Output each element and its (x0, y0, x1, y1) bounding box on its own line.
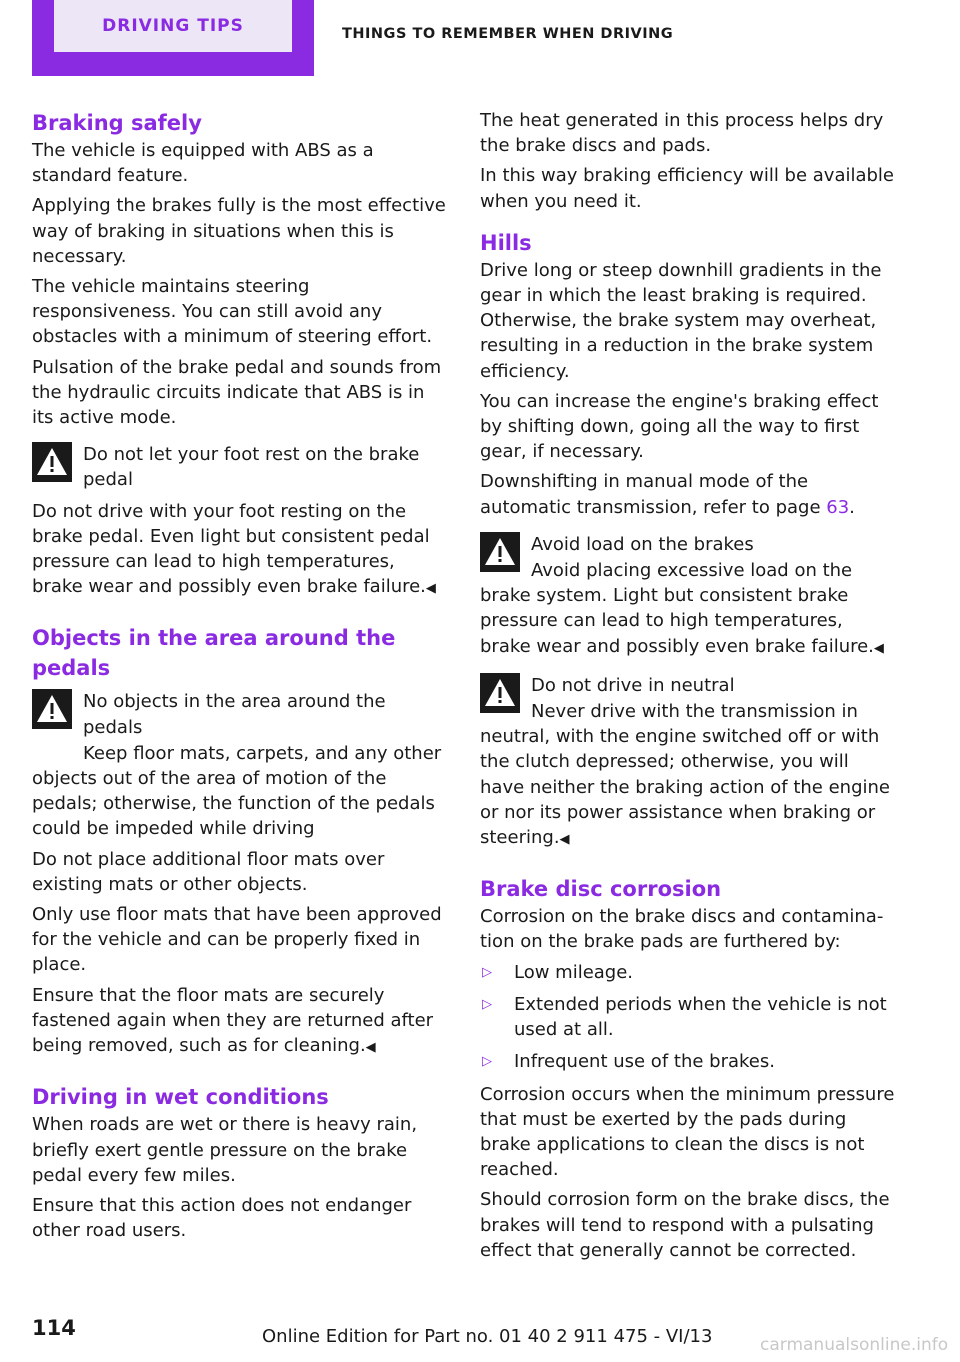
heading-wet-conditions: Driving in wet conditions (32, 1085, 329, 1110)
list-item: ▷ Extended periods when the vehicle is not used at all. (482, 993, 887, 1041)
warning-icon (32, 442, 72, 482)
heading-braking-safely: Braking safely (32, 111, 202, 135)
warning-icon (480, 673, 520, 713)
header-tab (32, 0, 314, 76)
end-marker-icon: ◀ (425, 581, 436, 597)
heading-objects-pedals: Objects in the area around the pedals (32, 626, 396, 681)
paragraph: Ensure that the floor mats are securely fastened again when they are returned after being removed, such as for cleaning.◀ (32, 984, 434, 1057)
end-marker-icon: ◀ (873, 640, 884, 656)
paragraph: You can increase the engine's braking effect by shifting down, going all the way to first gear, if necessary. (480, 390, 879, 463)
list-item: ▷ Infrequent use of the brakes. (480, 1049, 898, 1074)
warning-title: No objects in the area around the pedals (83, 691, 386, 738)
warning-text: Never drive with the transmission in neutral, with the engine switched off or with the clutch depressed; otherwise, you will have neither the braking action of the engine or nor its power assistance when braking or steering.◀ (480, 701, 890, 849)
paragraph: Downshifting in manual mode of the automatic transmission, refer to page 63. (480, 471, 855, 518)
paragraph: Ensure that this action does not endanger other road users. (32, 1194, 412, 1242)
list-item: ▷ Low mileage. (480, 960, 898, 985)
section-title: THINGS TO REMEMBER WHEN DRIVING (342, 26, 674, 42)
warning-text: Keep floor mats, carpets, and any other objects out of the area of motion of the pedals; otherwise, the function of the pedals could be impeded while driving (32, 742, 442, 840)
paragraph: Should corrosion form on the brake discs, the brakes will tend to respond with a pulsating effect that generally cannot be corrected. (480, 1189, 890, 1261)
page-number: 114 (32, 1316, 76, 1340)
bullet-list (480, 960, 898, 1075)
warning-block (32, 442, 450, 492)
page-link[interactable]: 63 (826, 496, 850, 518)
watermark: carmanualsonline.info (760, 1335, 949, 1355)
paragraph: Drive long or steep downhill gradients in the gear in which the least braking is required. Otherwise, the brake system may overheat, resulting in a reduction in the brake system efficiency. (480, 259, 882, 382)
end-marker-icon: ◀ (559, 832, 570, 848)
heading-brake-disc-corrosion: Brake disc corrosion (480, 877, 722, 902)
bullet-triangle-icon: ▷ (482, 1054, 492, 1070)
warning-icon (32, 689, 72, 729)
bullet-triangle-icon: ▷ (482, 964, 492, 980)
paragraph: When roads are wet or there is heavy rain, briefly exert gentle pressure on the brake pedal every few miles. (32, 1114, 418, 1186)
right-column (480, 108, 898, 1268)
warning-text: Avoid placing excessive load on the brake system. Light but consistent brake pressure can lead to high temperatures, brake wear and possibly even brake failure.◀ (480, 560, 884, 657)
paragraph: Do not place additional floor mats over existing mats or other objects. (32, 848, 385, 895)
paragraph: Corrosion on the brake discs and contamination on the brake pads are furthered by: (480, 906, 884, 953)
warning-icon (480, 532, 520, 572)
warning-block (480, 532, 898, 557)
paragraph: The vehicle maintains steering responsiveness. You can still avoid any obstacles with a minimum of steering effort. (32, 276, 433, 348)
paragraph: In this way braking efficiency will be available when you need it. (480, 165, 895, 212)
warning-block (480, 673, 898, 698)
left-column (32, 108, 450, 1248)
header-tab-label: DRIVING TIPS (54, 0, 292, 52)
paragraph: The heat generated in this process helps dry the brake discs and pads. (480, 110, 884, 157)
paragraph: Only use floor mats that have been approved for the vehicle and can be properly fixed in place. (32, 904, 442, 976)
paragraph: Applying the brakes fully is the most effective way of braking in situations when this is necessary. (32, 195, 446, 267)
warning-title: Avoid load on the brakes (531, 533, 754, 555)
warning-title: Do not let your foot rest on the brake pedal (83, 444, 420, 491)
paragraph: The vehicle is equipped with ABS as a standard feature. (32, 140, 374, 187)
footer-edition: Online Edition for Part no. 01 40 2 911 475 - VI/13 (262, 1326, 713, 1347)
bullet-triangle-icon: ▷ (482, 996, 492, 1012)
paragraph: Corrosion occurs when the minimum pressure that must be exerted by the pads during brake applications to clean the discs is not reached. (480, 1083, 895, 1181)
end-marker-icon: ◀ (365, 1040, 376, 1056)
heading-hills: Hills (480, 230, 532, 255)
warning-text: Do not drive with your foot resting on the brake pedal. Even light but consistent pedal pressure can lead to high temperatures, brake wear and possibly even brake failure.◀ (32, 500, 436, 598)
paragraph: Pulsation of the brake pedal and sounds from the hydraulic circuits indicate that ABS is in its active mode. (32, 356, 442, 429)
warning-title: Do not drive in neutral (531, 674, 735, 696)
warning-block (32, 689, 450, 739)
